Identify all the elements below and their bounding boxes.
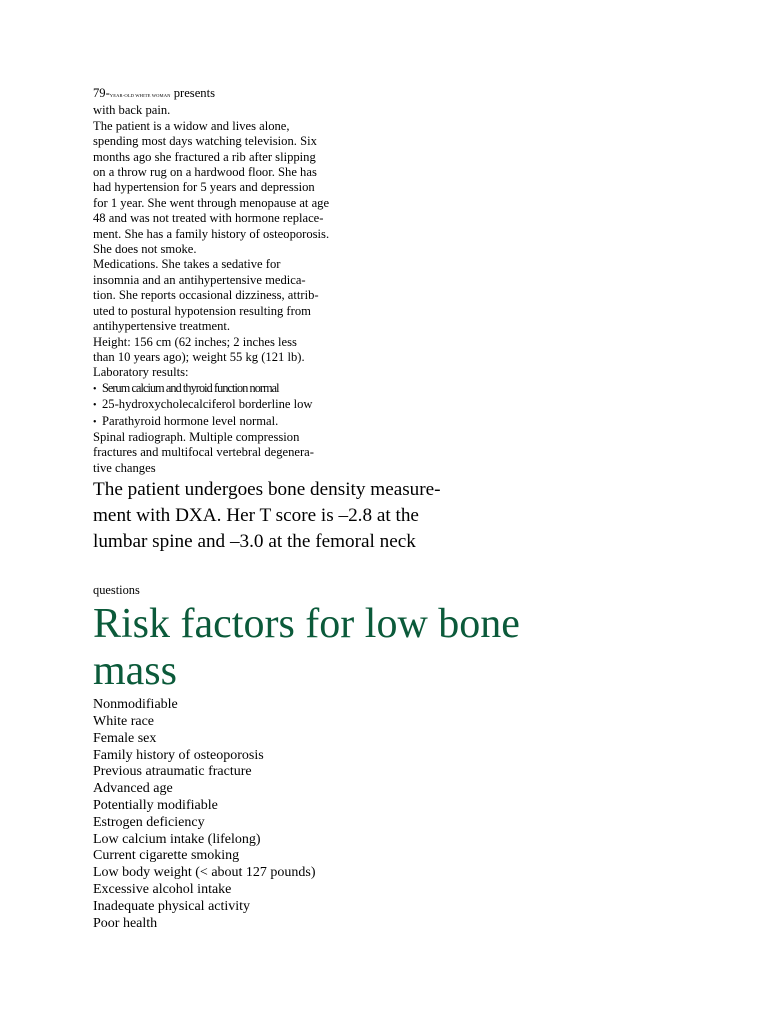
- risk-factor-item: Excessive alcohol intake: [93, 881, 232, 897]
- case-intro-suffix: presents: [170, 86, 215, 100]
- dxa-result-paragraph: [93, 477, 493, 555]
- dxa-line: The patient undergoes bone density measure-: [93, 479, 441, 501]
- case-closing-line: fractures and multifocal vertebral degenera-: [93, 445, 314, 460]
- case-description: [93, 86, 361, 476]
- case-line: spending most days watching television. Six: [93, 134, 317, 149]
- case-line: with back pain.: [93, 103, 171, 118]
- risk-factors-list: [93, 697, 693, 932]
- risk-factors-heading: Risk factors for low bone mass: [93, 601, 520, 695]
- case-line: ment. She has a family history of osteoporosis.: [93, 226, 330, 241]
- case-line: than 10 years ago); weight 55 kg (121 lb).: [93, 349, 305, 364]
- case-closing-line: Spinal radiograph. Multiple compression: [93, 429, 300, 444]
- case-line: Height: 156 cm (62 inches; 2 inches less: [93, 334, 297, 349]
- case-closing-line: tive changes: [93, 460, 156, 475]
- case-line: months ago she fractured a rib after slipping: [93, 149, 316, 164]
- lab-result-text: Serum calcium and thyroid function normal: [102, 380, 279, 395]
- dxa-line: ment with DXA. Her T score is –2.8 at the: [93, 505, 419, 527]
- risk-factor-item: Low body weight (< about 127 pounds): [93, 865, 316, 881]
- case-line: uted to postural hypotension resulting from: [93, 303, 311, 318]
- risk-factor-item: Low calcium intake (lifelong): [93, 831, 261, 847]
- case-line: The patient is a widow and lives alone,: [93, 118, 290, 133]
- risk-factor-item: Inadequate physical activity: [93, 898, 251, 914]
- case-line: antihypertensive treatment.: [93, 319, 231, 334]
- case-line: insomnia and an antihypertensive medica-: [93, 272, 306, 287]
- section-label: questions: [93, 583, 140, 598]
- case-intro-small-caps: YEAR-OLD WHITE WOMAN: [109, 93, 171, 98]
- bullet-icon: •: [93, 400, 97, 412]
- risk-factor-category: Nonmodifiable: [93, 697, 178, 713]
- case-line: Laboratory results:: [93, 365, 189, 380]
- lab-result-item: [93, 397, 361, 413]
- case-intro-prefix: 79-: [93, 86, 110, 100]
- risk-factor-category: Potentially modifiable: [93, 797, 218, 813]
- case-line: had hypertension for 5 years and depression: [93, 180, 315, 195]
- risk-factor-item: Current cigarette smoking: [93, 848, 240, 864]
- case-line: Medications. She takes a sedative for: [93, 257, 281, 272]
- risk-factor-item: Female sex: [93, 730, 157, 746]
- risk-factor-item: Estrogen deficiency: [93, 814, 205, 830]
- case-intro-line: [93, 86, 361, 103]
- case-line: 48 and was not treated with hormone replace-: [93, 211, 324, 226]
- document-page: [93, 86, 693, 932]
- lab-result-text: 25-hydroxycholecalciferol borderline low: [102, 397, 313, 412]
- risk-factor-item: White race: [93, 713, 155, 729]
- bullet-icon: •: [93, 383, 96, 395]
- case-line: She does not smoke.: [93, 242, 197, 257]
- bullet-icon: •: [93, 416, 97, 428]
- risk-factor-item: Poor health: [93, 915, 158, 931]
- risk-factor-item: Advanced age: [93, 781, 173, 797]
- risk-factor-item: Previous atraumatic fracture: [93, 764, 252, 780]
- dxa-line: lumbar spine and –3.0 at the femoral neck: [93, 531, 416, 553]
- case-line: for 1 year. She went through menopause at age: [93, 195, 330, 210]
- case-line: on a throw rug on a hardwood floor. She has: [93, 165, 317, 180]
- lab-result-item: [93, 381, 361, 397]
- risk-factor-item: Family history of osteoporosis: [93, 747, 264, 763]
- case-line: tion. She reports occasional dizziness, attrib-: [93, 288, 319, 303]
- lab-result-text: Parathyroid hormone level normal.: [102, 413, 279, 428]
- lab-results-list: [93, 381, 361, 430]
- lab-result-item: [93, 414, 361, 430]
